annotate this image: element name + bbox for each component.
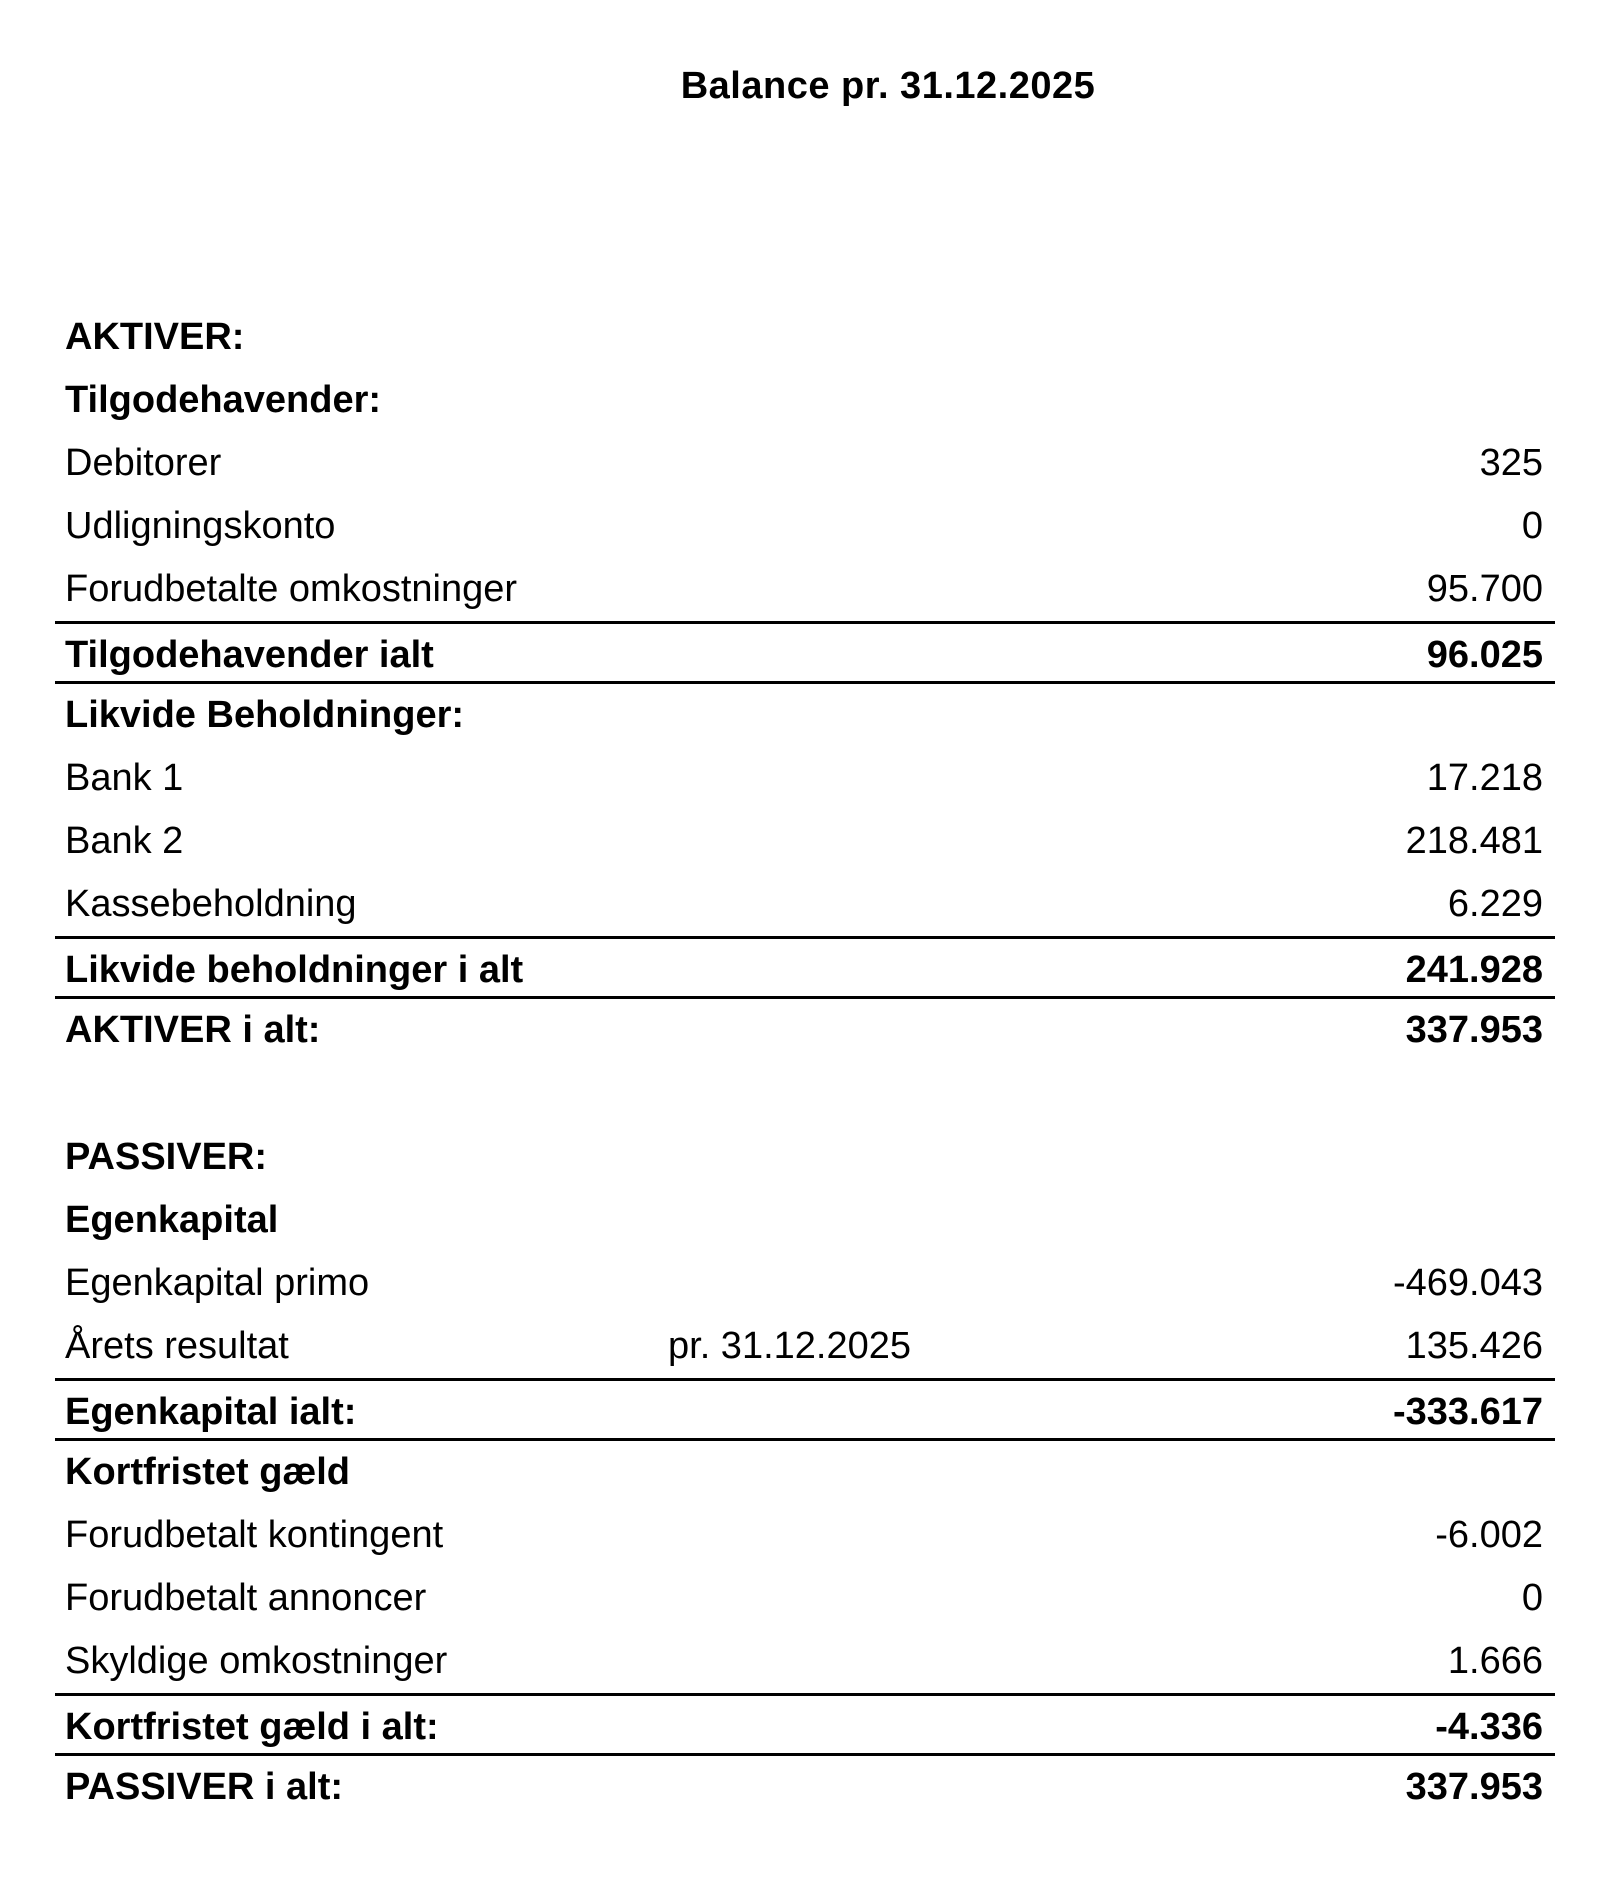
line-item-udligningskonto <box>55 495 1555 558</box>
subtotal-value: 96.025 <box>1426 634 1543 676</box>
subtotal-label: Egenkapital ialt: <box>65 1391 357 1433</box>
line-item-forudbetalt-kontingent <box>55 1504 1555 1567</box>
subtotal-tilgodehavender <box>55 621 1555 684</box>
group-heading-label: Tilgodehavender: <box>65 379 382 421</box>
line-item-label: Debitorer <box>65 442 222 484</box>
section-heading-aktiver <box>55 306 1555 369</box>
group-heading-kortfristet <box>55 1441 1555 1504</box>
line-item-debitorer <box>55 432 1555 495</box>
line-item-label: Forudbetalt kontingent <box>65 1514 444 1556</box>
line-item-value: 95.700 <box>1426 568 1543 610</box>
group-heading-label: Egenkapital <box>65 1199 279 1241</box>
line-item-bank-2 <box>55 810 1555 873</box>
line-item-forudbetalte-omkostninger <box>55 558 1555 621</box>
line-item-kassebeholdning <box>55 873 1555 936</box>
line-item-value: 1.666 <box>1447 1640 1543 1682</box>
line-item-value: 135.426 <box>1405 1325 1543 1367</box>
group-heading-tilgodehavender <box>55 369 1555 432</box>
subtotal-label: Likvide beholdninger i alt <box>65 949 524 991</box>
balance-sheet <box>55 306 1555 1819</box>
section-heading-label: AKTIVER: <box>65 316 245 358</box>
group-heading-label: Likvide Beholdninger: <box>65 694 465 736</box>
line-item-label: Forudbetalte omkostninger <box>65 568 518 610</box>
section-heading-passiver <box>55 1126 1555 1189</box>
line-item-value: 325 <box>1479 442 1543 484</box>
total-label: PASSIVER i alt: <box>65 1766 344 1808</box>
subtotal-egenkapital <box>55 1378 1555 1441</box>
line-item-label: Kassebeholdning <box>65 883 357 925</box>
total-value: 337.953 <box>1405 1766 1543 1808</box>
section-heading-label: PASSIVER: <box>65 1136 268 1178</box>
line-item-bank-1 <box>55 747 1555 810</box>
total-aktiver <box>55 999 1555 1062</box>
line-item-label: Skyldige omkostninger <box>65 1640 448 1682</box>
line-item-forudbetalt-annoncer <box>55 1567 1555 1630</box>
line-item-date-note: pr. 31.12.2025 <box>668 1325 911 1367</box>
line-item-label: Bank 2 <box>65 820 184 862</box>
page-title: Balance pr. 31.12.2025 <box>680 65 1096 107</box>
line-item-label: Udligningskonto <box>65 505 336 547</box>
subtotal-label: Kortfristet gæld i alt: <box>65 1706 439 1748</box>
line-item-egenkapital-primo <box>55 1252 1555 1315</box>
line-item-label: Årets resultat <box>65 1325 289 1367</box>
subtotal-likvide <box>55 936 1555 999</box>
line-item-arets-resultat <box>55 1315 1555 1378</box>
group-heading-label: Kortfristet gæld <box>65 1451 350 1493</box>
line-item-value: -469.043 <box>1392 1262 1543 1304</box>
line-item-label: Forudbetalt annoncer <box>65 1577 427 1619</box>
subtotal-label: Tilgodehavender ialt <box>65 634 434 676</box>
line-item-label: Egenkapital primo <box>65 1262 370 1304</box>
subtotal-kortfristet <box>55 1693 1555 1756</box>
group-heading-egenkapital <box>55 1189 1555 1252</box>
total-passiver <box>55 1756 1555 1819</box>
line-item-value: 6.229 <box>1447 883 1543 925</box>
line-item-value: 218.481 <box>1405 820 1543 862</box>
line-item-value: 0 <box>1521 505 1543 547</box>
group-heading-likvide <box>55 684 1555 747</box>
subtotal-value: -333.617 <box>1392 1391 1543 1433</box>
line-item-value: 17.218 <box>1426 757 1543 799</box>
line-item-skyldige-omkostninger <box>55 1630 1555 1693</box>
line-item-value: -6.002 <box>1435 1514 1543 1556</box>
line-item-label: Bank 1 <box>65 757 184 799</box>
total-value: 337.953 <box>1405 1009 1543 1051</box>
subtotal-value: 241.928 <box>1405 949 1543 991</box>
line-item-value: 0 <box>1521 1577 1543 1619</box>
section-spacer <box>55 1062 1555 1126</box>
subtotal-value: -4.336 <box>1435 1706 1543 1748</box>
total-label: AKTIVER i alt: <box>65 1009 321 1051</box>
